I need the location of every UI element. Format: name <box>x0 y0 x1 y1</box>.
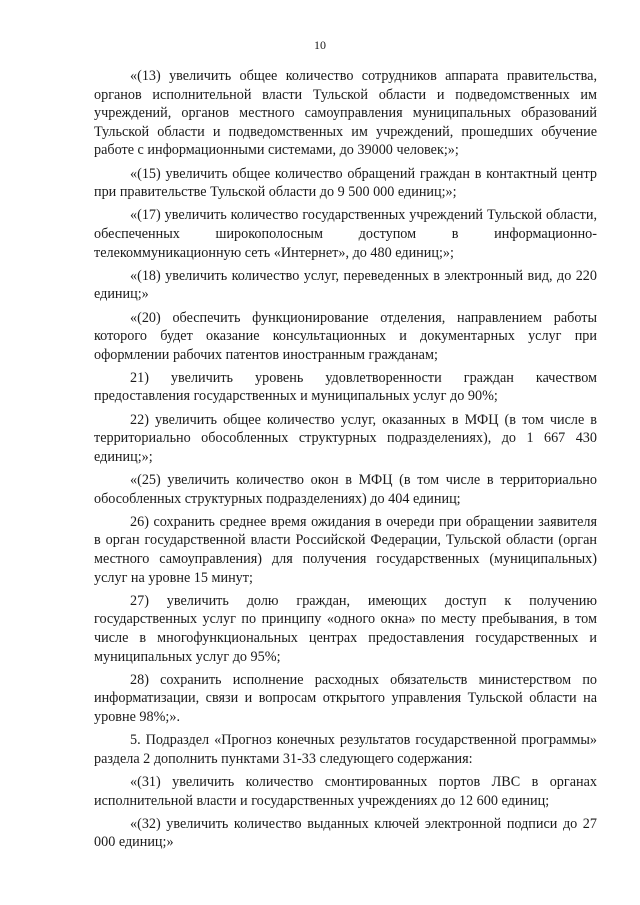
paragraph-item-25: «(25) увеличить количество окон в МФЦ (в том числе в территориально обособленных структурных подразделениях) до 404 единиц; <box>94 472 597 507</box>
paragraph-item-20: «(20) обеспечить функционирование отделения, направлением работы которого будет оказание консультационных и документарных услуг при оформлении рабочих патентов иностранным гражданам; <box>94 309 597 363</box>
paragraph-item-32: «(32) увеличить количество выданных ключей электронной подписи до 27 000 единиц;» <box>94 815 597 851</box>
page-number: 10 <box>314 38 326 52</box>
paragraph-item-13: «(13) увеличить общее количество сотрудников аппарата правительства, органов исполнительной власти Тульской области и подведомственных им учреждений, органов местного самоуправления муниципальных образований Тульской области и подведомственных им учреждений, прошедших обучение работе с информационными системами, до 39000 человек;»; <box>94 68 597 159</box>
paragraph-item-31: «(31) увеличить количество смонтированных портов ЛВС в органах исполнительной власти и государственных учреждениях до 12 600 единиц; <box>94 773 597 809</box>
document-body <box>94 67 597 856</box>
paragraph-item-28: 28) сохранить исполнение расходных обязательств министерством по информатизации, связи и вопросам открытого управления Тульской области на уровне 98%;». <box>94 671 597 725</box>
paragraph-item-27: 27) увеличить долю граждан, имеющих доступ к получению государственных услуг по принципу «одного окна» по месту пребывания, в том числе в многофункциональных центрах предоставления государственных и муниципальных услуг до 95%; <box>94 592 597 665</box>
paragraph-section-5: 5. Подраздел «Прогноз конечных результатов государственной программы» раздела 2 дополнить пунктами 31-33 следующего содержания: <box>94 732 597 767</box>
paragraph-item-22: 22) увеличить общее количество услуг, оказанных в МФЦ (в том числе в территориально обособленных структурных подразделениях), до 1 667 430 единиц;»; <box>94 411 597 465</box>
paragraph-item-21: 21) увеличить уровень удовлетворенности граждан качеством предоставления государственных и муниципальных услуг до 90%; <box>94 369 597 405</box>
paragraph-item-18: «(18) увеличить количество услуг, переведенных в электронный вид, до 220 единиц;» <box>94 267 597 303</box>
paragraph-item-17: «(17) увеличить количество государственных учреждений Тульской области, обеспеченных широкополосным доступом в информационно-телекоммуникационную сеть «Интернет», до 480 единиц;»; <box>94 207 597 261</box>
paragraph-item-26: 26) сохранить среднее время ожидания в очереди при обращении заявителя в орган государственной власти Российской Федерации, Тульской области (орган местного самоуправления) для получения государственных (муниципальных) услуг на уровне 15 минут; <box>94 513 597 586</box>
paragraph-item-15: «(15) увеличить общее количество обращений граждан в контактный центр при правительстве Тульской области до 9 500 000 единиц;»; <box>94 165 597 201</box>
